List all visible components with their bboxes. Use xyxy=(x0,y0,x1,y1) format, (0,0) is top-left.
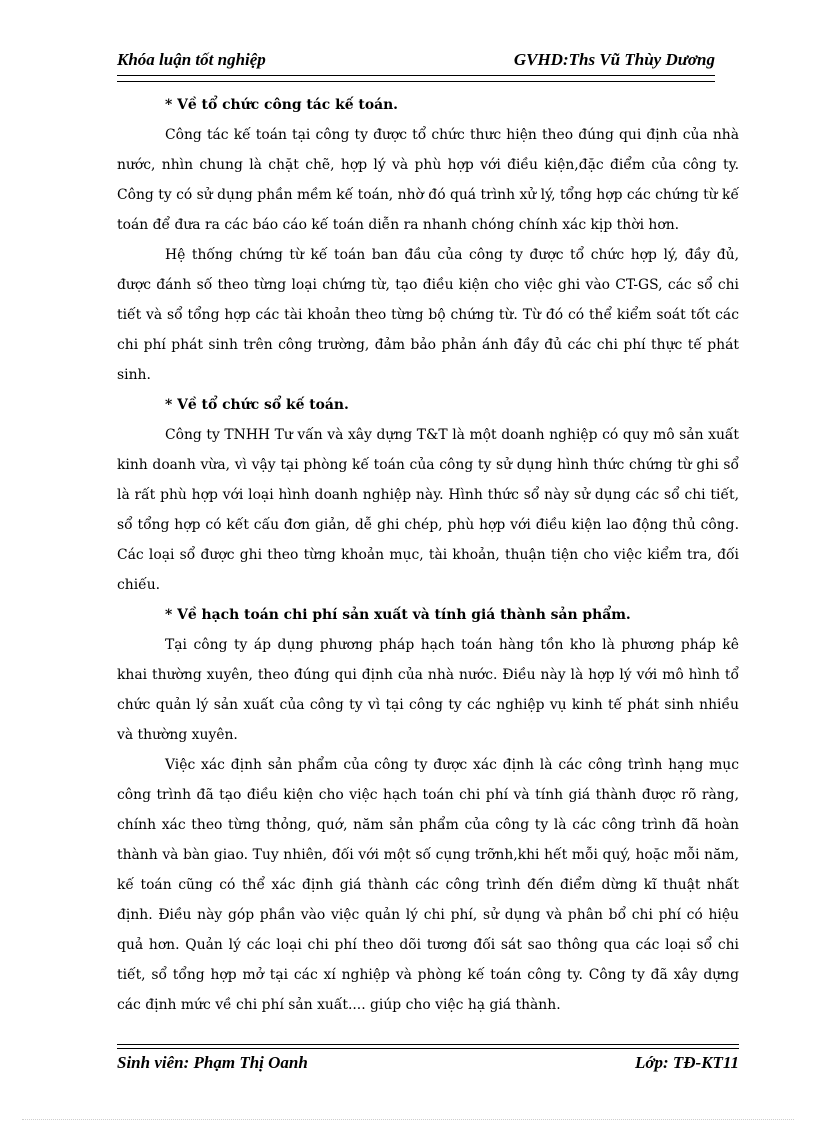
page-edge-border xyxy=(22,1119,794,1120)
footer-class: Lớp: TĐ-KT11 xyxy=(634,1053,739,1072)
paragraph: Tại công ty áp dụng phương pháp hạch toán hàng tồn kho là phương pháp kê khai thường xuyên, theo đúng qui định của nhà nước. Điều này là hợp lý với mô hình tổ chức quản lý sản xuất của công ty vì tại công ty các nghiệp vụ kinh tế phát sinh nhiều và thường xuyên. xyxy=(117,637,739,743)
footer-divider xyxy=(117,1044,739,1049)
header-thesis-title: Khóa luận tốt nghiệp xyxy=(117,50,266,69)
header-supervisor: GVHD:Ths Vũ Thùy Dương xyxy=(513,50,715,69)
section-heading-cost-accounting: * Về hạch toán chi phí sản xuất và tính giá thành sản phẩm. xyxy=(165,607,631,623)
paragraph: Công ty TNHH Tư vấn và xây dựng T&T là một doanh nghiệp có quy mô sản xuất kinh doanh vừa, vì vậy tại phòng kế toán của công ty sử dụng hình thức chứng từ ghi sổ là rất phù hợp với loại hình doanh nghiệp này. Hình thức sổ này sử dụng các sổ chi tiết, sổ tổng hợp có kết cấu đơn giản, dễ ghi chép, phù hợp với điều kiện lao động thủ công. Các loại sổ được ghi theo từng khoản mục, tài khoản, thuận tiện cho việc kiểm tra, đối chiếu. xyxy=(117,427,739,593)
page-header xyxy=(117,50,715,72)
header-divider xyxy=(117,75,715,82)
document-body xyxy=(117,90,739,1020)
footer-student-name: Sinh viên: Phạm Thị Oanh xyxy=(117,1053,308,1072)
page-footer xyxy=(117,1053,739,1077)
section-heading-bookkeeping: * Về tổ chức sổ kế toán. xyxy=(165,397,349,413)
paragraph: Việc xác định sản phẩm của công ty được xác định là các công trình hạng mục công trình đã tạo điều kiện cho việc hạch toán chi phí và tính giá thành được rõ ràng, chính xác theo từng thỏng, quớ, năm sản phẩm của công ty là các công trình đã hoàn thành và bàn giao. Tuy nhiên, đối với một số cụng trỡnh,khi hết mỗi quý, hoặc mỗi năm, kế toán cũng có thể xác định giá thành các công trình đến điểm dừng kĩ thuật nhất định. Điều này góp phần vào việc quản lý chi phí, sử dụng và phân bổ chi phí có hiệu quả hơn. Quản lý các loại chi phí theo dõi tương đối sát sao thông qua các loại sổ chi tiết, sổ tổng hợp mở tại các xí nghiệp và phòng kế toán công ty. Công ty đã xây dựng các định mức về chi phí sản xuất.... giúp cho việc hạ giá thành. xyxy=(117,757,739,1013)
paragraph: Hệ thống chứng từ kế toán ban đầu của công ty được tổ chức hợp lý, đầy đủ, được đánh số theo từng loại chứng từ, tạo điều kiện cho việc ghi vào CT-GS, các sổ chi tiết và sổ tổng hợp các tài khoản theo từng bộ chứng từ. Từ đó có thể kiểm soát tốt các chi phí phát sinh trên công trường, đảm bảo phản ánh đầy đủ các chi phí thực tế phát sinh. xyxy=(117,247,739,383)
paragraph: Công tác kế toán tại công ty được tổ chức thưc hiện theo đúng qui định của nhà nước, nhìn chung là chặt chẽ, hợp lý và phù hợp với điều kiện,đặc điểm của công ty. Công ty có sử dụng phần mềm kế toán, nhờ đó quá trình xử lý, tổng hợp các chứng từ kế toán để đưa ra các báo cáo kế toán diễn ra nhanh chóng chính xác kịp thời hơn. xyxy=(117,127,739,233)
section-heading-accounting-organization: * Về tổ chức công tác kế toán. xyxy=(165,97,399,113)
